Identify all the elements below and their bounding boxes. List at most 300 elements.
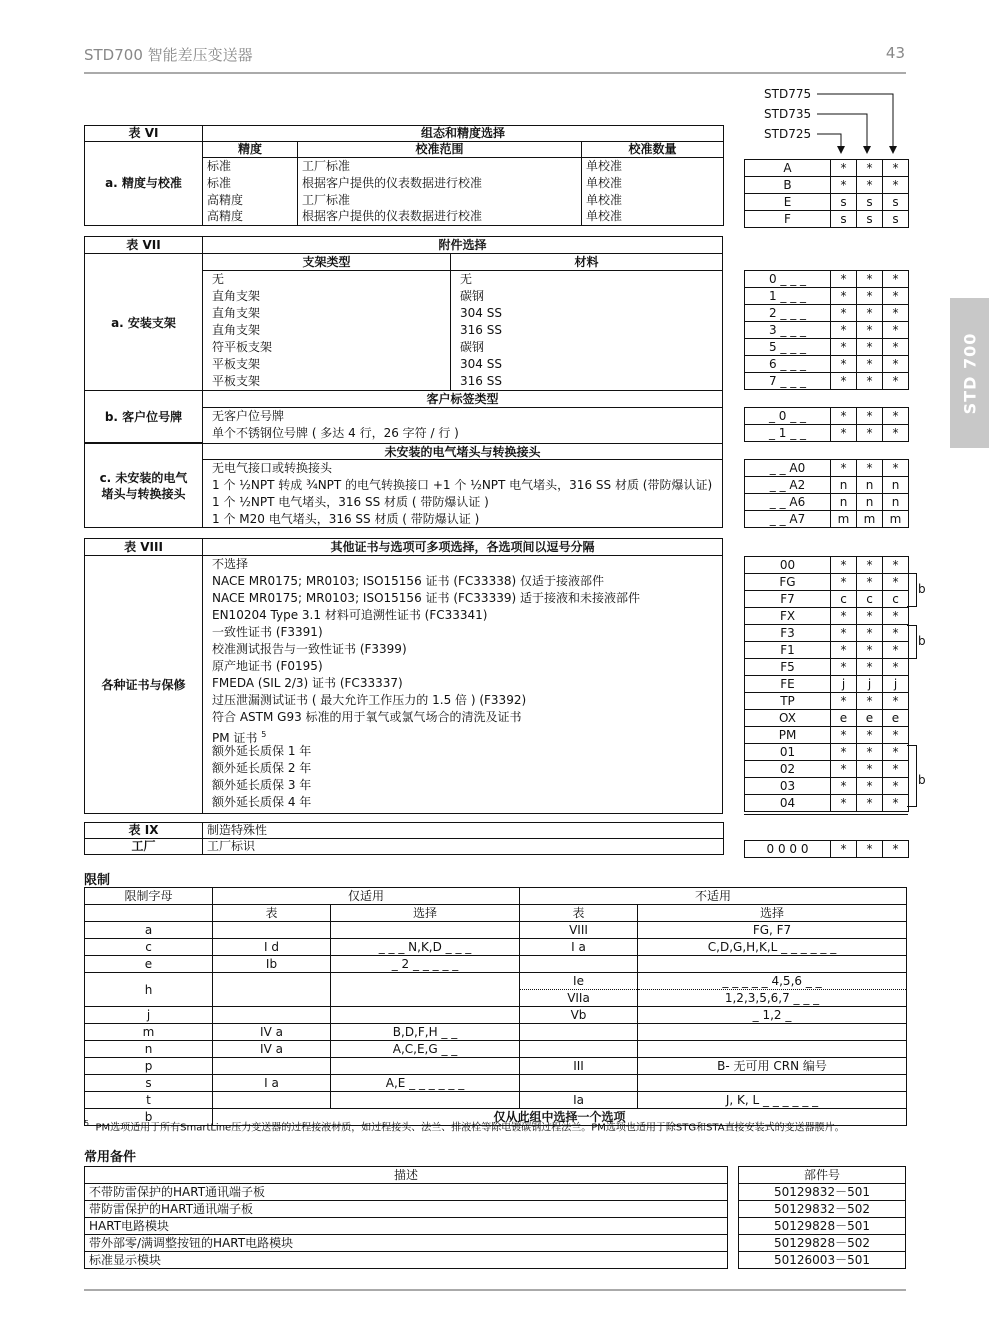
avail: * <box>883 744 909 761</box>
avail: * <box>831 177 857 194</box>
table-label: 表 VII <box>85 237 203 254</box>
avail: * <box>883 642 909 659</box>
cell: Ib <box>213 956 331 973</box>
cell: c <box>85 939 213 956</box>
model-label: STD775 <box>764 87 812 101</box>
bracket-label: b <box>918 582 926 596</box>
code: E <box>745 194 831 211</box>
col-header: 仅适用 <box>213 888 520 905</box>
section-heading: 常用备件 <box>84 1150 137 1165</box>
cell: 一致性证书 (F3391) <box>212 625 323 639</box>
cell: s <box>85 1075 213 1092</box>
code: 0 _ _ _ <box>745 271 831 288</box>
avail: * <box>857 727 883 744</box>
cell: 单校准 <box>582 209 724 226</box>
cell: 316 SS <box>460 323 502 337</box>
cell: 50129828－502 <box>739 1235 906 1252</box>
avail: * <box>883 160 909 177</box>
cell: 根据客户提供的仪表数据进行校准 <box>298 209 582 226</box>
cell: h <box>85 973 213 1007</box>
avail: * <box>831 608 857 625</box>
section-label <box>85 443 203 527</box>
cell: 316 SS <box>460 374 502 388</box>
cell <box>331 1092 520 1109</box>
avail: * <box>831 761 857 778</box>
cell: I a <box>213 1075 331 1092</box>
avail: e <box>857 710 883 727</box>
code: FG <box>745 574 831 591</box>
cell: 无电气接口或转换接头 <box>212 461 333 475</box>
cell: 碳钢 <box>460 289 485 303</box>
cell: FMEDA (SIL 2/3) 证书 (FC33337) <box>212 676 403 690</box>
section-label-line: c. 未安装的电气 <box>99 470 188 485</box>
code-table-ix <box>744 840 909 858</box>
avail: * <box>883 625 909 642</box>
code: A <box>745 160 831 177</box>
cell <box>638 1075 907 1092</box>
avail: * <box>831 659 857 676</box>
avail: s <box>831 211 857 228</box>
section-label: 工厂 <box>85 839 203 855</box>
cell: 无客户位号牌 <box>212 409 285 423</box>
code: _ _ A2 <box>745 477 831 494</box>
code: 3 _ _ _ <box>745 322 831 339</box>
code: 6 _ _ _ <box>745 356 831 373</box>
col-header: 描述 <box>85 1167 728 1184</box>
cell: 50126003－501 <box>739 1252 906 1269</box>
cell: 碳钢 <box>460 340 485 354</box>
avail: * <box>857 322 883 339</box>
avail: m <box>831 511 857 528</box>
avail: * <box>831 339 857 356</box>
cell <box>520 956 638 973</box>
avail: * <box>831 693 857 710</box>
code-table-viii <box>744 556 909 812</box>
avail: * <box>857 305 883 322</box>
avail: * <box>831 271 857 288</box>
cell <box>520 1024 638 1041</box>
avail: * <box>831 460 857 477</box>
avail: * <box>831 642 857 659</box>
cell: 不带防雷保护的HART通讯端子板 <box>85 1184 728 1201</box>
avail: * <box>831 425 857 442</box>
avail: * <box>857 778 883 795</box>
table-title: 组态和精度选择 <box>203 126 724 142</box>
avail: * <box>831 778 857 795</box>
avail: * <box>857 693 883 710</box>
cell: 304 SS <box>460 306 502 320</box>
avail: * <box>883 460 909 477</box>
footer-rule <box>84 1289 906 1291</box>
cell: B- 无可用 CRN 编号 <box>638 1058 907 1075</box>
code: PM <box>745 727 831 744</box>
cell: 制造特殊性 <box>203 823 724 839</box>
cell-text: PM 证书 <box>212 731 258 745</box>
table-vi <box>84 125 724 226</box>
avail: * <box>857 625 883 642</box>
avail: * <box>831 305 857 322</box>
cell: 标准显示模块 <box>85 1252 728 1269</box>
col-header: 部件号 <box>739 1167 906 1184</box>
cell: 50129832－501 <box>739 1184 906 1201</box>
avail: * <box>883 356 909 373</box>
cell <box>638 1041 907 1058</box>
table-title: 未安装的电气堵头与转换接头 <box>203 443 722 460</box>
table-label: 表 VIII <box>85 539 203 556</box>
cell: 根据客户提供的仪表数据进行校准 <box>298 175 582 192</box>
avail: * <box>883 727 909 744</box>
avail: c <box>831 591 857 608</box>
avail: * <box>883 795 909 812</box>
code: _ _ A7 <box>745 511 831 528</box>
avail: e <box>831 710 857 727</box>
avail: * <box>857 795 883 812</box>
group-bracket <box>907 573 917 607</box>
cell: J, K, L _ _ _ _ _ _ <box>638 1092 907 1109</box>
cell: 50129828－501 <box>739 1218 906 1235</box>
avail: * <box>883 305 909 322</box>
avail: n <box>831 477 857 494</box>
page-number: 43 <box>885 44 905 62</box>
table-label: 表 IX <box>85 823 203 839</box>
avail: * <box>857 744 883 761</box>
code-table-vi <box>744 159 909 228</box>
code: OX <box>745 710 831 727</box>
cell: 仅从此组中选择一个选项 <box>213 1109 907 1126</box>
cell: m <box>85 1024 213 1041</box>
cell: 无 <box>212 272 225 286</box>
col-header: 表 <box>213 905 331 922</box>
avail: * <box>857 160 883 177</box>
avail: * <box>857 761 883 778</box>
code: 00 <box>745 557 831 574</box>
cell <box>331 922 520 939</box>
cell: j <box>85 1007 213 1024</box>
avail: * <box>831 841 857 858</box>
cell: 单校准 <box>582 175 724 192</box>
cell: 平板支架 <box>212 357 261 371</box>
cell: 原产地证书 (F0195) <box>212 659 323 673</box>
col-header: 选择 <box>638 905 907 922</box>
table-title: 其他证书与选项可多项选择，各选项间以逗号分隔 <box>203 539 722 556</box>
group-bracket <box>907 745 917 807</box>
cell: A,E _ _ _ _ _ _ <box>331 1075 520 1092</box>
avail: * <box>831 795 857 812</box>
cell: 平板支架 <box>212 374 261 388</box>
avail: * <box>857 659 883 676</box>
cell: I a <box>520 939 638 956</box>
cell: 工厂标识 <box>203 839 724 855</box>
avail: n <box>883 494 909 511</box>
avail: * <box>883 288 909 305</box>
cell: 过压泄漏测试证书 ( 最大允许工作压力的 1.5 倍 ) (F3392) <box>212 693 527 707</box>
avail: * <box>857 608 883 625</box>
cell: 带外部零/满调整按钮的HART电路模块 <box>85 1235 728 1252</box>
col-header: 精度 <box>203 142 298 158</box>
cell: _ 2 _ _ _ _ _ <box>331 956 520 973</box>
avail: * <box>831 160 857 177</box>
spares-desc-table <box>84 1166 728 1269</box>
cell <box>520 1075 638 1092</box>
cell: III <box>520 1058 638 1075</box>
code: 1 _ _ _ <box>745 288 831 305</box>
table-label: 表 VI <box>85 126 203 142</box>
code: 04 <box>745 795 831 812</box>
avail: * <box>831 557 857 574</box>
col-header: 表 <box>520 905 638 922</box>
cell <box>520 1041 638 1058</box>
col-header: 校准范围 <box>298 142 582 158</box>
avail: * <box>857 339 883 356</box>
code-table-vii-c <box>744 459 909 528</box>
cell: 额外延长质保 4 年 <box>212 795 312 809</box>
avail: * <box>831 727 857 744</box>
cell: 标准 <box>203 175 298 192</box>
code-table-vii-b <box>744 407 909 442</box>
col-header: 不适用 <box>520 888 907 905</box>
side-tab: STD 700 <box>950 298 989 448</box>
avail: * <box>857 642 883 659</box>
cell: 1 个 ½NPT 转成 ¾NPT 的电气转换接口 +1 个 ½NPT 电气堵头，316 SS 材质 (带防爆认证) <box>212 478 713 492</box>
cell: Ia <box>520 1092 638 1109</box>
code: F7 <box>745 591 831 608</box>
cell: VIII <box>520 922 638 939</box>
cell: Vb <box>520 1007 638 1024</box>
avail: j <box>883 676 909 693</box>
avail: * <box>831 744 857 761</box>
code: _ 0 _ _ <box>745 408 831 425</box>
cell: 直角支架 <box>212 289 261 303</box>
cell: A,C,E,G _ _ <box>331 1041 520 1058</box>
section-label: b. 客户位号牌 <box>85 391 203 443</box>
avail: m <box>857 511 883 528</box>
code: _ _ A6 <box>745 494 831 511</box>
cell: 标准 <box>203 158 298 175</box>
avail: n <box>857 494 883 511</box>
avail: * <box>883 841 909 858</box>
section-label: a. 精度与校准 <box>85 142 203 226</box>
avail: * <box>857 460 883 477</box>
code: TP <box>745 693 831 710</box>
avail: j <box>857 676 883 693</box>
avail: s <box>857 211 883 228</box>
bracket-label: b <box>918 634 926 648</box>
avail: s <box>883 194 909 211</box>
avail: * <box>883 271 909 288</box>
avail: * <box>857 557 883 574</box>
section-label: 各种证书与保修 <box>85 556 203 813</box>
cell: 直角支架 <box>212 323 261 337</box>
cell: n <box>85 1041 213 1058</box>
avail: c <box>883 591 909 608</box>
cell <box>213 1007 331 1024</box>
cell: 单个不锈钢位号牌 ( 多达 4 行，26 字符 / 行 ) <box>212 426 459 440</box>
cell: 1 个 ½NPT 电气堵头，316 SS 材质 ( 带防爆认证 ) <box>212 495 489 509</box>
cell <box>213 1058 331 1075</box>
cell: IV a <box>213 1024 331 1041</box>
cell: 符合 ASTM G93 标准的用于氧气或氯气场合的清洗及证书 <box>212 710 522 724</box>
col-header: 校准数量 <box>582 142 724 158</box>
avail: * <box>857 356 883 373</box>
model-label: STD725 <box>764 127 812 141</box>
cell: 额外延长质保 2 年 <box>212 761 312 775</box>
cell: HART电路模块 <box>85 1218 728 1235</box>
header-rule <box>84 72 906 74</box>
section-label-line: 堵头与转换接头 <box>101 486 186 501</box>
cell: 工厂标准 <box>298 192 582 209</box>
plug-list <box>203 460 722 528</box>
tag-list <box>203 408 722 442</box>
code: FE <box>745 676 831 693</box>
avail: * <box>883 608 909 625</box>
code: _ 1 _ _ <box>745 425 831 442</box>
cell: C,D,G,H,K,L _ _ _ _ _ _ <box>638 939 907 956</box>
table-ix <box>84 822 724 855</box>
avail: * <box>831 356 857 373</box>
cell: VIIa <box>520 990 638 1007</box>
cell: 不选择 <box>212 557 249 571</box>
avail: * <box>831 574 857 591</box>
cell: a <box>85 922 213 939</box>
cell: B,D,F,H _ _ <box>331 1024 520 1041</box>
cell: p <box>85 1058 213 1075</box>
cell: _ _ _ N,K,D _ _ _ <box>331 939 520 956</box>
avail: * <box>883 339 909 356</box>
code: 7 _ _ _ <box>745 373 831 390</box>
code: 02 <box>745 761 831 778</box>
cell: 高精度 <box>203 192 298 209</box>
material-list <box>451 271 722 391</box>
cell: 高精度 <box>203 209 298 226</box>
cell <box>638 956 907 973</box>
cell: 无 <box>460 272 473 286</box>
avail: * <box>857 574 883 591</box>
code: FX <box>745 608 831 625</box>
avail: * <box>857 177 883 194</box>
avail: * <box>857 408 883 425</box>
cell: 校准测试报告与一致性证书 (F3399) <box>212 642 407 656</box>
avail: s <box>857 194 883 211</box>
spares-part-table <box>738 1166 906 1269</box>
table-title: 客户标签类型 <box>203 391 722 408</box>
avail: e <box>883 710 909 727</box>
avail: * <box>883 408 909 425</box>
table-vii <box>84 236 723 528</box>
bracket-type-list <box>203 271 451 391</box>
cell: NACE MR0175; MR0103; ISO15156 证书 (FC33339) 适于接液和未接液部件 <box>212 591 640 605</box>
col-header: 限制字母 <box>85 888 213 905</box>
footnote-text: PM选项适用于所有SmartLine压力变送器的过程接液材质，如过程接头、法兰、排液栓等除电镀碳钢过程法兰。PM选项也适用于除STG和STA直接安装式的变送器膜片。 <box>95 1122 845 1134</box>
code: 0 0 0 0 <box>745 841 831 858</box>
avail: * <box>883 574 909 591</box>
avail: * <box>831 288 857 305</box>
code-table-vii-a <box>744 270 909 390</box>
cell: FG, F7 <box>638 922 907 939</box>
cell <box>331 1058 520 1075</box>
cell: 符平板支架 <box>212 340 273 354</box>
cell <box>213 922 331 939</box>
code: 03 <box>745 778 831 795</box>
avail: * <box>883 177 909 194</box>
bracket-label: b <box>918 773 926 787</box>
header-title: STD700 智能差压变送器 <box>84 46 253 64</box>
cell: 单校准 <box>582 192 724 209</box>
cell: NACE MR0175; MR0103; ISO15156 证书 (FC33338) 仅适于接液部件 <box>212 574 604 588</box>
divider <box>744 814 908 815</box>
footnote-ref: 5 <box>261 730 267 739</box>
avail: * <box>831 625 857 642</box>
cell: 直角支架 <box>212 306 261 320</box>
avail: s <box>883 211 909 228</box>
footnote <box>84 1117 845 1134</box>
avail: * <box>857 841 883 858</box>
cell: 1 个 M20 电气堵头，316 SS 材质 ( 带防爆认证 ) <box>212 512 480 526</box>
code: F5 <box>745 659 831 676</box>
avail: * <box>883 425 909 442</box>
cell: 50129832－502 <box>739 1201 906 1218</box>
cell: t <box>85 1092 213 1109</box>
avail: m <box>883 511 909 528</box>
code: 2 _ _ _ <box>745 305 831 322</box>
code: F3 <box>745 625 831 642</box>
code: B <box>745 177 831 194</box>
avail: n <box>883 477 909 494</box>
cell: IV a <box>213 1041 331 1058</box>
col-header: 材料 <box>451 254 722 271</box>
avail: * <box>883 693 909 710</box>
avail: * <box>883 778 909 795</box>
avail: * <box>857 373 883 390</box>
avail: n <box>831 494 857 511</box>
cell <box>331 1007 520 1024</box>
code: F1 <box>745 642 831 659</box>
cell: _ 1,2 _ <box>638 1007 907 1024</box>
cell <box>212 726 722 743</box>
avail: * <box>857 271 883 288</box>
table-viii <box>84 538 723 814</box>
cell: 带防雷保护的HART通讯端子板 <box>85 1201 728 1218</box>
cell: EN10204 Type 3.1 材料可追溯性证书 (FC33341) <box>212 608 488 622</box>
cell: Ie <box>520 973 638 990</box>
avail: * <box>857 288 883 305</box>
col-header: 选择 <box>331 905 520 922</box>
avail: * <box>831 408 857 425</box>
code: 5 _ _ _ <box>745 339 831 356</box>
cell <box>638 1024 907 1041</box>
code: 01 <box>745 744 831 761</box>
code: _ _ A0 <box>745 460 831 477</box>
avail: c <box>857 591 883 608</box>
group-bracket <box>907 625 917 659</box>
model-label: STD735 <box>764 107 812 121</box>
cell: _ _ _ _ _ 4,5,6 _ _ <box>638 973 907 990</box>
avail: * <box>883 761 909 778</box>
footnote-mark: 5 <box>84 1119 90 1128</box>
model-arrows <box>815 88 905 158</box>
section-heading: 限制 <box>84 873 111 888</box>
cell <box>213 1092 331 1109</box>
avail: * <box>883 659 909 676</box>
col-header: 支架类型 <box>203 254 451 271</box>
cell: e <box>85 956 213 973</box>
table-title: 附件选择 <box>203 237 722 254</box>
cell: 单校准 <box>582 158 724 175</box>
avail: * <box>883 373 909 390</box>
restrictions-table <box>84 887 907 1126</box>
cell: 工厂标准 <box>298 158 582 175</box>
cell: 304 SS <box>460 357 502 371</box>
avail: * <box>831 322 857 339</box>
